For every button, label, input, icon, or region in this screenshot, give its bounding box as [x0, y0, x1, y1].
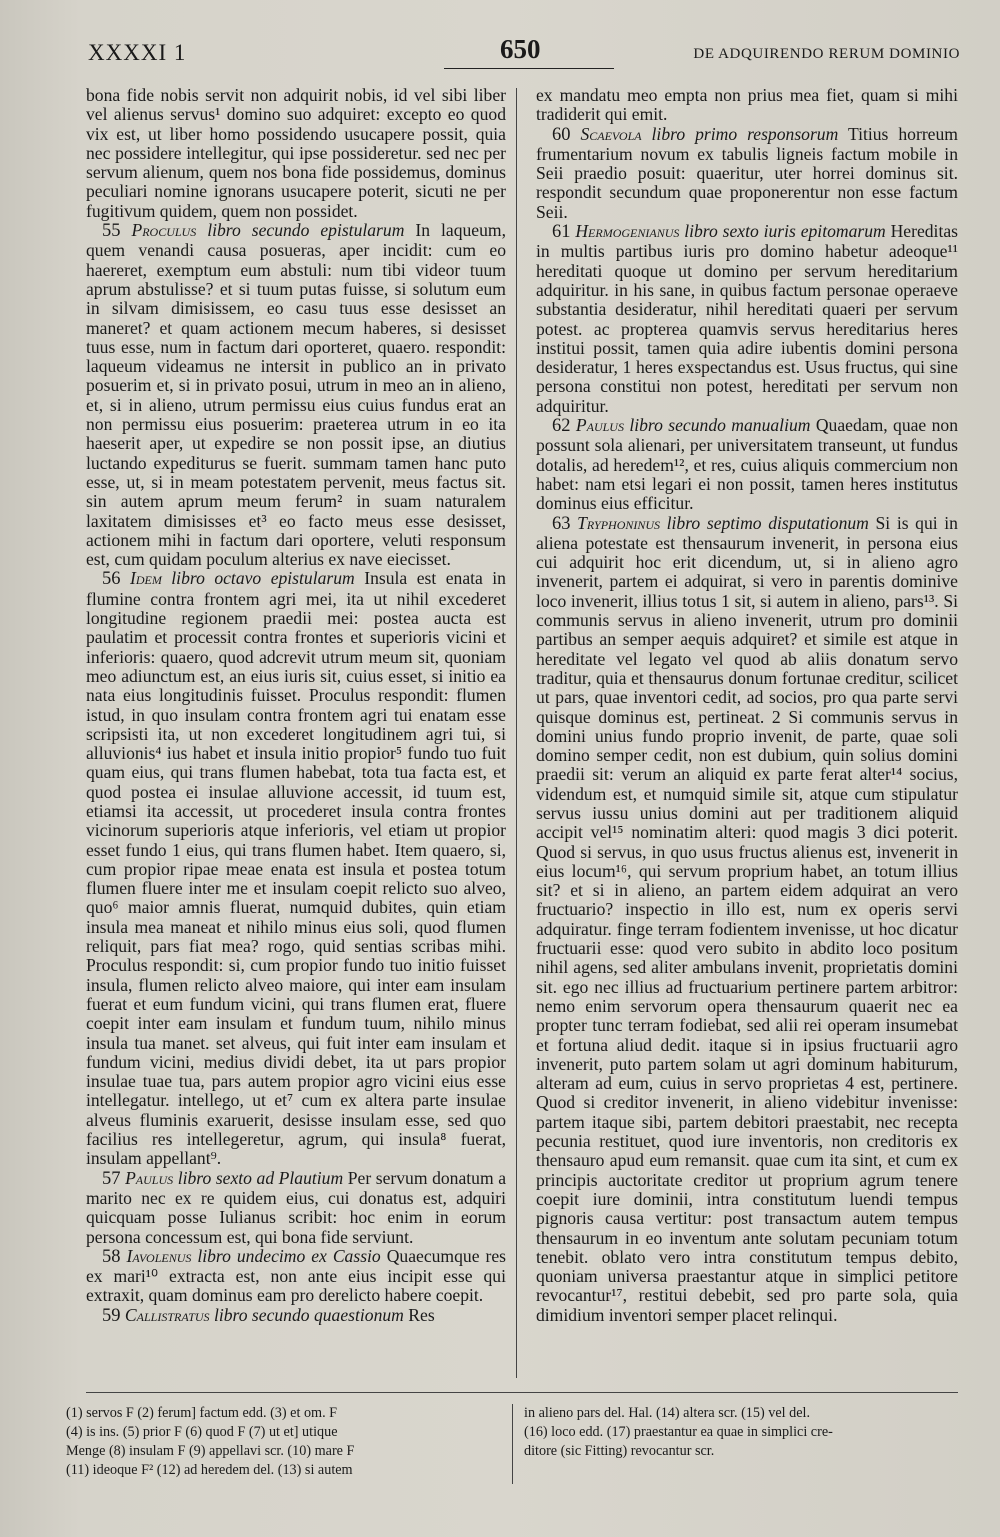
section-number: 63 [552, 513, 571, 534]
section-text: Si is qui in aliena potestate est thensaurum invenerit, in persona eius cui adquirit hoc erit dicendum, ut, si in alieno agro invenerit, partem ei adquirat, si vero in parentis dominive loco invenerit, illius totus 1 sit, si autem in alieno, pars¹³. Si communis servus in alieno invenerit, utrum pro dominii partibus an semper aequis adquiret? et simile est atque in hereditate vel legato vel quod ab aliis donatum servo traditur, quia et thensaurus donum fortunae creditur, scilicet ut pars, quae inventori cedit, ad socios, pro qua parte servi quisque dominus est, pertineat. 2 Si communis servus in domini unius fundo proprio invenit, de parte, quae soli domino semper cedit, non est dubium, quin solius domini praedii sit: verum an aliquid ex parte ferat alter¹⁴ socius, videndum est, et numquid simile sit, atque cum stipulatur servus iussu unius domini aut per traditionem aliquid accipit vel¹⁵ nominatim alteri: quod magis 3 dici poterit. Quod si servus, in quo usus fructus alienus est, invenerit in eius locum¹⁶, qui servum proprium habet, an totum illius sit? et si in alieno, an partem eidem adquirat an vero fructuario? inspectio in illo est, num ex operis servi adquiratur. finge terram fodientem invenisse, ut hoc dicatur fructuarii esse: quod vero subito in abdito loco positum nihil agens, sed aliter ambulans invenit, proprietatis domini sit. ego nec illius ad fructuarium pertinere partem arbitror: nemo enim servorum opera thensaurum quaerit nec ea propter tunc terram fodiebat, sed alii rei operam insumebat et fortuna aliud dedit. itaque si in ipsius fructuarii agro invenerit, puto partem solam ut agri dominum habiturum, alteram ad eum, cuius in servo proprietas 4 est, pertinere. Quod si creditor invenerit, in alieno videbitur invenisse: partem itaque sibi, partem debitori praestabit, nec recepta pecunia restituet, quod iure inventoris, non creditoris ex thensauro apud eum remansit. quae cum ita sint, et cum ex principis auctoritate creditor ut proprium agrum tenere coepit iure dominii, intra constitutum luendi tempus pignoris causa vertitur: post transactum autem tempus thensaurum in eo inventum ante solutam pecuniam totum tenebit. oblato vero intra constitutum tempus debito, quoniam universa praestantur atque in simplici petitore revocantur¹⁷, restitui debebit, sed pro parte sola, quia dimidium inventori semper placet relinqui. [536, 512, 958, 1325]
section-59 [86, 1306, 506, 1326]
footnotes-right [524, 1404, 964, 1461]
footnote-line: (16) loco edd. (17) praestantur ea quae in simplici cre- [524, 1424, 833, 1440]
section-text: Quaedam, quae non possunt sola alienari, per universitatem transeunt, ut fundus dotalis, ad heredem¹², et res, cuius aliquis commercium non habet: nam etsi legari ei non possit, tamen heres institutus dominus eius efficitur. [536, 415, 958, 514]
header-rule [444, 68, 614, 69]
footnote-line: in alieno pars del. Hal. (14) altera scr. (15) vel del. [524, 1405, 811, 1421]
column-divider [516, 88, 517, 1378]
section-text: Res [408, 1304, 435, 1325]
section-text: Titius horreum frumentarium novum ex tabulis ligneis factum mobile in Seii praedio posuit: quaeritur, uter horrei dominus sit. respondit secundum quae proponerentur non esse factum Seii. [536, 123, 958, 222]
section-60 [536, 125, 958, 222]
section-author: Paulus [575, 415, 624, 436]
section-text: Per servum donatum a marito nec ex re quidem eius, cui donatus est, adquiri quicquam posse Iulianus scribit: hoc enim in eorum persona concessum est, qui bona fide serviunt. [86, 1167, 507, 1247]
section-number: 57 [102, 1168, 121, 1189]
section-55 [86, 221, 506, 569]
section-number: 60 [552, 124, 571, 145]
section-number: 55 [102, 221, 121, 242]
paragraph-continuation: ex mandatu meo empta non prius mea fiet, quam si mihi tradiderit qui emit. [536, 85, 958, 125]
footnote-line: ditore (sic Fitting) revocantur scr. [524, 1443, 715, 1459]
section-61 [536, 222, 958, 416]
footnote-line: (1) servos F (2) ferum] factum edd. (3) et om. F [66, 1405, 338, 1421]
section-text: Hereditas in multis partibus iuris pro domino habetur adeoque¹¹ hereditati quoque ut domino per servum hereditarium adquiritur. in his sane, in quibus factum personae operaeve substantia desideratur, nihil hereditati quaeri per servum potest. ac propterea quamvis servus hereditarius heres institui possit, tamen quia adire iubentis domini persona desideratur, 1 heres exspectandus est. Usus fructus, qui sine persona constitui non potest, hereditati per servum non adquiritur. [536, 221, 958, 416]
section-author: Scaevola [580, 123, 642, 144]
header-title: DE ADQUIRENDO RERUM DOMINIO [693, 46, 960, 62]
section-text: In laqueum, quem venandi causa posueras, aper incidit: cum eo haereret, exemptum eum abstuli: num tibi videor tuum aprum abstulisse? et si tuum putas fuisse, si solutum eum in silvam dimisissem, eo casu tuus esse desisset an maneret? et quam actionem mecum haberes, si desisset tuus esse, num in factum dari oporteret, quaero. respondit: laqueum videamus ne intersit in publico an in privato posuerim et, si in privato posui, utrum in meo an in alieno, et, si in alieno, utrum permissu eius cuius fundus erat an non permissu eius posuerim: praeterea utrum in eo ita haeserit aper, ut expedire se non possit ipse, an diutius luctando expediturus se fuerit. summam tamen hanc puto esse, ut, si in meam potestatem pervenit, meus factus sit. sin autem aprum meum ferum² in suam naturalem laxitatem dimisisses et³ eo facto meus esse desisset, actionem mihi in factum dari oportere, veluti responsum est, cum quidam poculum alterius ex nave eiecisset. [86, 220, 506, 570]
section-author: Hermogenianus [575, 221, 680, 242]
section-57 [86, 1169, 506, 1247]
footnote-line: Menge (8) insulam F (9) appellavi scr. (10) mare F [66, 1443, 355, 1459]
section-58 [86, 1247, 506, 1306]
running-header [88, 34, 960, 74]
section-work: libro sexto ad Plautium [177, 1167, 344, 1188]
section-text: Insula est enata in flumine contra frontem agri mei, ita ut nihil excederet longitudine regionem praedii mei: postea aucta est paulatim et processit contra frontes et superioris vicini et inferioris: quaero, quod adcrevit utrum meum sit, quoniam meo adiunctum est, an eius iuris sit, cuius esset, si initio ea nata eius longitudinis fuisset. Proculus respondit: flumen istud, in quo insulam contra frontem agri tui enatam esse scripsisti ita, ut non excederet longitudinem agri tui, si alluvionis⁴ ius habet et insula initio propior⁵ fundo tuo fuit quam eius, qui trans flumen habebat, tota tua facta est, et quod postea ei insulae alluvione accessit, id tuum est, etiamsi ita accessit, ut procederet insula contra frontes vicinorum superioris atque inferioris, vel etiam ut propior esset fundo 1 eius, qui trans flumen habet. Item quaero, si, cum propior ripae meae enata est insula et postea totum flumen fluere inter me et insulam coepit relicto suo alveo, quo⁶ maior amnis fluerat, numquid dubites, quin etiam insula mea maneat et nihilo minus eius soli, quod flumen reliquit, pars fiat mea? rogo, quid sentias scribas mihi. Proculus respondit: si, cum propior fundo tuo initio fuisset insula, flumen relicto alveo maiore, qui inter eam insulam fuerat et eum fundum vicini, qui trans flumen erat, fluere coepit inter eam insulam et fundum tuum, nihilo minus insula tua manet. set alveus, qui fuit inter eam insulam et fundum vicini, medius dividi debet, ita ut pars propior insulae tuae tua, pars autem propior agro vicini eius esse intellegatur. intellego, ut et⁷ cum ex altera parte insulae alveus fluminis exaruerit, desisse insulam esse, sed quo facilius res intellegeretur, agrum, qui insula⁸ fuerat, insulam appellant⁹. [86, 568, 506, 1169]
section-author: Paulus [125, 1167, 174, 1188]
section-author: Iavolenus [126, 1245, 192, 1266]
section-63 [536, 514, 958, 1325]
section-work: libro primo responsorum [651, 123, 839, 144]
section-62 [536, 416, 958, 513]
section-text: Quaecumque res ex mari¹⁰ extracta est, non ante eius incipit esse qui extraxit, quam dominus eam pro derelicto habere coepit. [86, 1245, 506, 1306]
footnote-rule [86, 1392, 958, 1393]
header-book-reference: XXXXI 1 [88, 40, 187, 65]
section-work: libro secundo manualium [629, 415, 811, 436]
section-work: libro secundo quaestionum [213, 1304, 404, 1325]
paragraph-continuation: bona fide nobis servit non adquirit nobis, id vel sibi liber vel alienus servus¹ domino suo adquiret: excepto eo quod vix est, ut liber homo possidendo usucapere possit, quia nec possidere intellegitur, qui ipse possideretur. sed nec per servum alienum, quem nos bona fide possidemus, dominus peculiari nomine ignorans usucapere poterit, sicuti ne per fugitivum quidem, quem non possidet. [86, 85, 506, 221]
section-work: libro sexto iuris epitomarum [684, 221, 886, 242]
page-number: 650 [500, 34, 541, 64]
right-column [536, 86, 958, 1325]
section-number: 61 [552, 222, 571, 243]
footnote-line: (11) ideoque F² (12) ad heredem del. (13) si autem [66, 1462, 353, 1478]
section-number: 56 [102, 569, 121, 590]
section-56 [86, 569, 506, 1168]
section-work: libro secundo epistularum [207, 220, 405, 241]
footnotes-left [66, 1404, 506, 1480]
section-number: 62 [552, 416, 571, 437]
footnote-line: (4) is ins. (5) prior F (6) quod F (7) ut et] utique [66, 1424, 338, 1440]
section-author: Proculus [131, 220, 197, 241]
section-number: 59 [102, 1305, 121, 1326]
section-work: libro undecimo ex Cassio [197, 1245, 381, 1266]
section-work: libro septimo disputationum [666, 512, 869, 533]
section-author: Tryphoninus [577, 512, 661, 533]
section-number: 58 [102, 1246, 121, 1267]
section-work: libro octavo epistularum [171, 568, 355, 589]
section-author: Callistratus [124, 1304, 210, 1325]
section-author: Idem [129, 568, 162, 589]
left-column [86, 86, 506, 1326]
footnote-divider [512, 1404, 513, 1484]
